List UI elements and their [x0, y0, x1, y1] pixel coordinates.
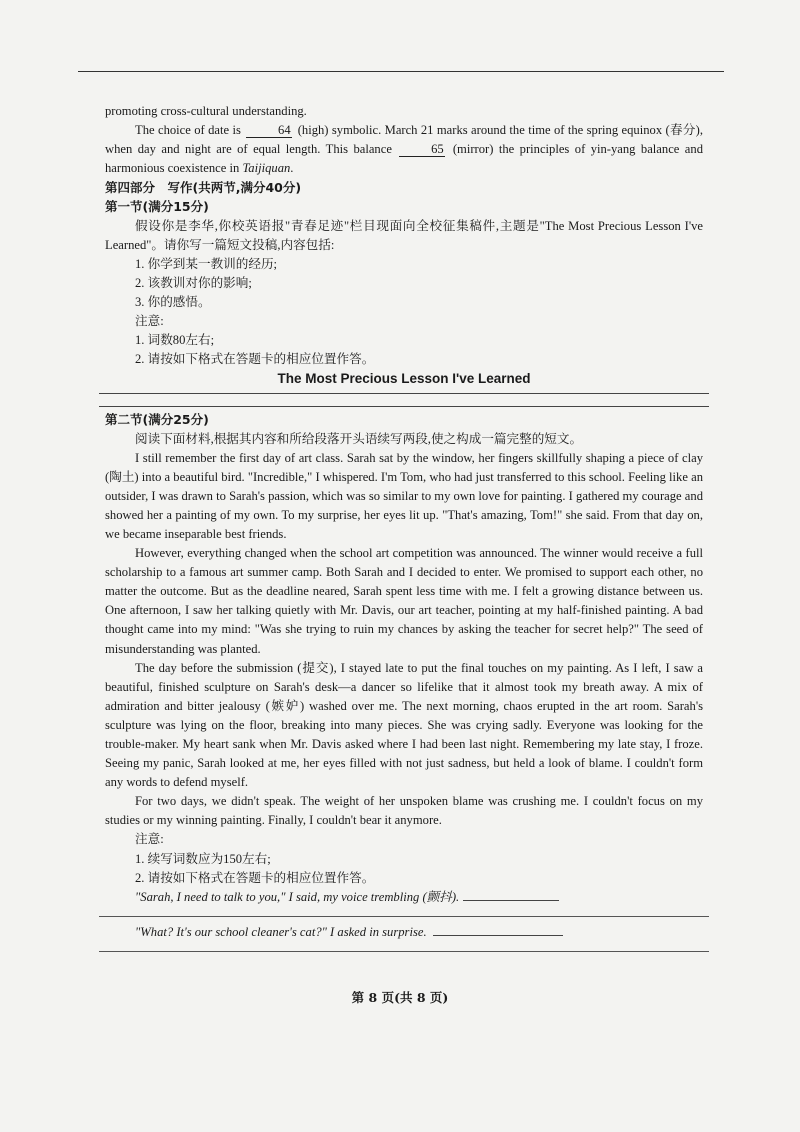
opening-1-blank: [463, 890, 559, 901]
section1-note: 2. 请按如下格式在答题卡的相应位置作答。: [135, 352, 375, 367]
section1-item: 3. 你的感悟。: [135, 294, 211, 309]
opening-2-blank: [433, 925, 563, 936]
page-content: [105, 102, 703, 952]
answer-line: [99, 393, 709, 394]
essay-title: The Most Precious Lesson I've Learned: [277, 371, 531, 387]
section1-note: 1. 词数80左右;: [135, 333, 215, 348]
part3-text-a: The choice of date is: [135, 123, 241, 138]
part3-tail: promoting cross-cultural understanding.: [105, 104, 307, 118]
page-footer: 第 8 页(共 8 页): [351, 990, 449, 1005]
opening-sentence-1: [105, 888, 703, 907]
section2-note: 2. 请按如下格式在答题卡的相应位置作答。: [135, 870, 375, 885]
part3-paragraph: [105, 121, 703, 178]
section2-notes-label: 注意:: [135, 832, 164, 847]
story-paragraph: The day before the submission (提交), I stayed late to put the final touches on my painting. As I left, I saw a beautiful, finished sculpture on Sarah's desk—a dancer so lifelike that it almost took my breath away. A mix of admiration and bitter jealousy (嫉妒) washed over me. The next morning, chaos erupted in the art room. Sarah's sculpture was lying on the floor, breaking into many pieces. She was crying sadly. Everyone was looking for the trouble-maker. My heart sank when Mr. Davis asked where I had been last night. Remembering my late stay, I froze. Seeing my panic, Sarah looked at me, her eyes filled with not just sadness, but held a look of blame. I couldn't form any words to defend myself.: [105, 660, 703, 790]
opening-sentence-2: [105, 923, 703, 942]
writing-line: [99, 916, 709, 917]
story-paragraph: However, everything changed when the school art competition was announced. The winner would receive a full scholarship to a famous art summer camp. Both Sarah and I decided to enter. We promised to support each other, no matter the outcome. But as the deadline neared, Sarah spent less time with me. I felt a growing distance between us. One afternoon, I saw her talking quietly with Mr. Davis, our art teacher, pointing at my half-finished painting. A bad thought came into my mind: "Was she trying to ruin my chances by asking the teacher for secret help?" The seed of misunderstanding was planted.: [105, 546, 703, 656]
story-paragraph: I still remember the first day of art class. Sarah sat by the window, her fingers skillfully shaping a piece of clay (陶土) into a beautiful bird. "Incredible," I whispered. I'm Tom, who had just transferred to this school. Feeling like an outsider, I was drawn to Sarah's passion, which was so similar to my own love for painting. I gathered my courage and showed her a painting of my own. To my surprise, her eyes lit up. "That's amazing, Tom!" she said. From that day on, we became inseparable best friends.: [105, 450, 703, 541]
taijiquan-term: Taijiquan: [242, 161, 291, 176]
part3-text-c: (mirror) the principles of yin-yang balance and harmonious coexistence in: [105, 142, 703, 176]
section1-intro: 假设你是李华,你校英语报"青春足迹"栏目现面向全校征集稿件,主题是"The Most Precious Lesson I've Learned"。请你写一篇短文投稿,内容包括:: [105, 218, 703, 252]
header-rule: [78, 71, 724, 72]
section1-item: 1. 你学到某一教训的经历;: [135, 256, 278, 271]
section1-notes-label: 注意:: [135, 314, 164, 329]
opening-2-text: "What? It's our school cleaner's cat?" I asked in surprise.: [135, 924, 427, 939]
section1-title: 第一节(满分15分): [105, 199, 209, 215]
story-paragraph: For two days, we didn't speak. The weight of her unspoken blame was crushing me. I couldn't focus on my studies or my winning painting. Finally, I couldn't bear it anymore.: [105, 794, 703, 828]
opening-1-text: "Sarah, I need to talk to you," I said, my voice trembling (颤抖).: [135, 889, 460, 904]
writing-line: [99, 951, 709, 952]
part4-title: 第四部分 写作(共两节,满分40分): [105, 180, 302, 196]
section2-note: 1. 续写词数应为150左右;: [135, 851, 271, 866]
blank-65: 65: [399, 142, 445, 157]
part3-text-b: (high) symbolic. March 21 marks around the time of the spring equinox (春分), when day and night are of equal length. This balance: [105, 123, 703, 157]
section2-title: 第二节(满分25分): [105, 412, 209, 428]
part3-period: .: [290, 161, 294, 176]
answer-line: [99, 406, 709, 407]
section1-item: 2. 该教训对你的影响;: [135, 275, 252, 290]
blank-64: 64: [246, 123, 292, 138]
section2-intro: 阅读下面材料,根据其内容和所给段落开头语续写两段,使之构成一篇完整的短文。: [135, 431, 583, 446]
